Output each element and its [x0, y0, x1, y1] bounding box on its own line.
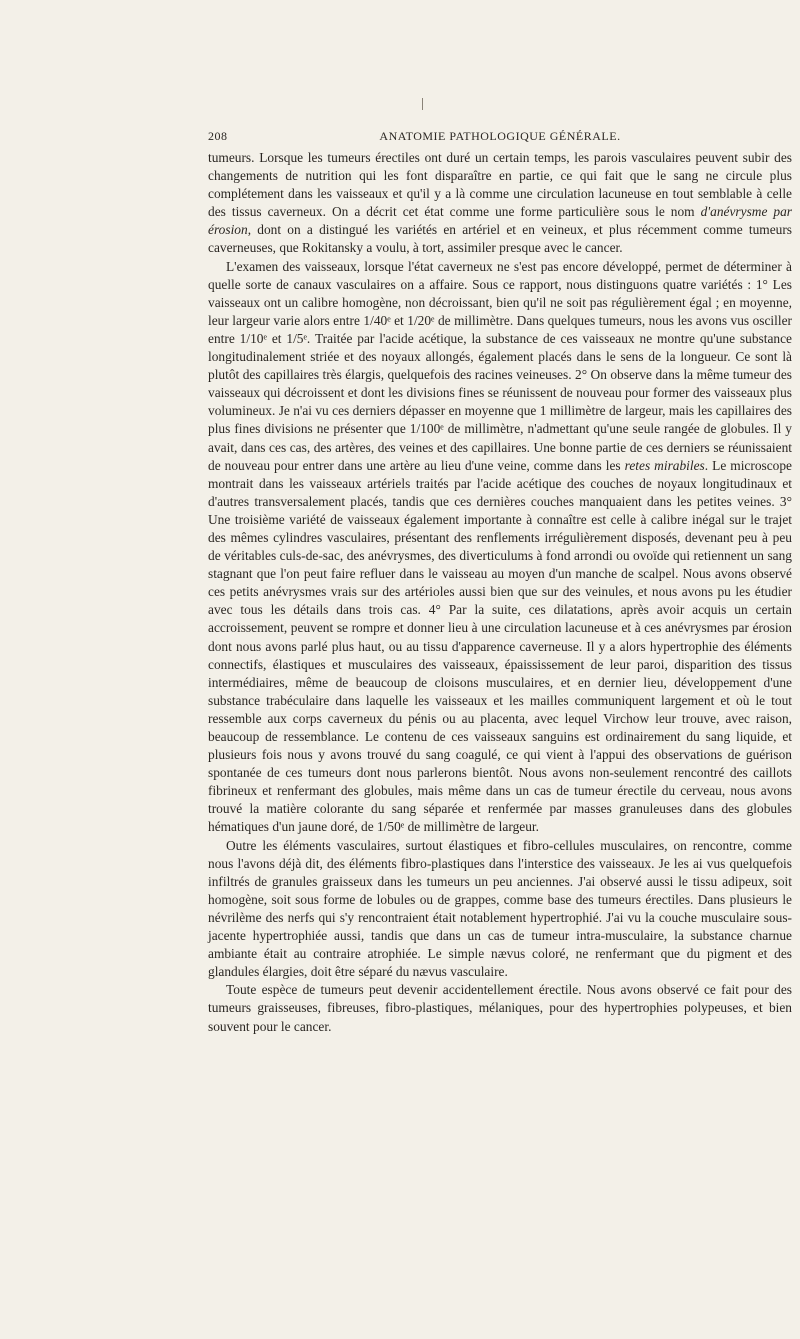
paragraph-1-italic-term: d'anévrysme par érosion	[208, 204, 793, 238]
paragraph-2-text-a: L'examen des vaisseaux, lorsque l'état caverneux ne s'est pas encore développé, permet de déterminer à quelle sorte de canaux vasculaires on a affaire. Sous ce rapport, nous distinguons quatre variétés : 1° Les vaisseaux ont un calibre homogène, non décroissant, bien qu'il ne soit pas régulièrement égal ; en moyenne, leur largeur varie alors entre 1/40ᵉ et 1/20ᵉ de millimètre. Dans quelques tumeurs, nous les avons vus osciller entre 1/10ᵉ et 1/5ᵉ. Traitée par l'acide acétique, la substance de ces vaisseaux ne montre qu'une substance longitudinalement striée et des noyaux allongés, également placés dans le sens de la longueur. Ce sont là plutôt des capillaires très élargis, quelquefois des racines veineuses. 2° On observe dans la même tumeur des vaisseaux qui décroissent et dont les divisions fines se réunissent de nouveau pour former des vaisseaux plus volumineux. Je n'ai vu ces derniers dépasser en moyenne que 1 millimètre de largeur, mais les capillaires des plus fines divisions ne présenter que 1/100ᵉ de millimètre, n'admettant qu'une seule rangée de globules. Il y avait, dans ces cas, des artères, des veines et des capillaires. Une bonne partie de ces derniers se réunissaient de nouveau pour entrer dans une artère au lieu d'une veine, comme dans les	[208, 258, 792, 473]
paragraph-1-text-b: , dont on a distingué les variétés en artériel et en veineux, et plus récemment comme tumeurs caverneuses, que Rokitansky a voulu, à tort, assimiler presque avec le cancer.	[208, 222, 792, 256]
paragraph-3	[208, 837, 792, 982]
paragraph-2	[208, 258, 792, 837]
paragraph-3-text: Outre les éléments vasculaires, surtout élastiques et fibro-cellules musculaires, on rencontre, comme nous l'avons déjà dit, des éléments fibro-plastiques dans l'interstice des vaisseaux. Je les ai vus quelquefois infiltrés de granules graisseux dans les tumeurs un peu anciennes. J'ai observé aussi le tissu adipeux, soit homogène, soit sous forme de lobules ou de grappes, comme base des tumeurs érectiles. Dans plusieurs le névrilème des nerfs qui s'y rencontraient était notablement hypertrophié. J'ai vu la couche musculaire sous-jacente hypertrophiée aussi, tandis que dans un cas de tumeur intra-musculaire, la substance charnue ambiante était au contraire atrophiée. Le simple nævus coloré, ne renfermant que du pigment et des glandules élargies, doit être séparé du nævus vasculaire.	[208, 837, 792, 980]
running-title: ANATOMIE PATHOLOGIQUE GÉNÉRALE.	[379, 129, 621, 143]
page-number: 208	[208, 129, 228, 143]
paragraph-1-text-a: tumeurs. Lorsque les tumeurs érectiles ont duré un certain temps, les parois vasculaires peuvent subir des changements de nutrition qui les font disparaître en partie, ce qui fait que le sang ne circule plus complétement dans les vaisseaux et qu'il y a là comme une circulation lacuneuse en tout semblable à celle des tissus caverneux. On a décrit cet état comme une forme particulière sous le nom	[208, 150, 792, 220]
paragraph-4-text: Toute espèce de tumeurs peut devenir accidentellement érectile. Nous avons observé ce fait pour des tumeurs graisseuses, fibreuses, fibro-plastiques, mélaniques, pour des hypertrophies polypeuses, et bien souvent pour le cancer.	[208, 982, 792, 1034]
paragraph-2-text-b: . Le microscope montrait dans les vaisseaux artériels traités par l'acide acétique des couches de noyaux longitudinaux et d'autres transversalement placés, tandis que ces dernières couches manquaient dans les petites veines. 3° Une troisième variété de vaisseaux également importante à connaître est celle à calibre inégal sur le trajet des mêmes cylindres vasculaires, présentant des renflements irrégulièrement disposés, devenant peu à peu de véritables culs-de-sac, des anévrysmes, des diverticulums à fond arrondi ou ovoïde qui retiennent un sang stagnant que l'on peut faire refluer dans le vaisseau au moyen d'un manche de scalpel. Nous avons observé ces petits anévrysmes vrais sur des artérioles aussi bien que sur des veinules, et nous avons pu les étudier avec tous les détails dans trois cas. 4° Par la suite, ces dilatations, après avoir acquis un certain accroissement, peuvent se rompre et donner lieu à une circulation lacuneuse et à ces anévrysmes par érosion dont nous avons parlé plus haut, ou au tissu d'apparence caverneuse. Il y a alors hypertrophie des éléments connectifs, élastiques et musculaires des vaisseaux, épaississement de leur paroi, disparition des tissus intermédiaires, même de beaucoup de cloisons musculaires, et en dernier lieu, développement d'une substance trabéculaire dans laquelle les vaisseaux et les mailles communiquent largement et où le tout ressemble aux corps caverneux du pénis ou au placenta, avec lequel Virchow leur trouve, avec raison, beaucoup de ressemblance. Le contenu de ces vaisseaux sanguins est ordinairement du sang liquide, et plusieurs fois nous y avons trouvé du sang coagulé, ce qui vient à l'appui des observations de guérison spontanée de ces tumeurs dont nous parlerons bientôt. Nous avons non-seulement rencontré des caillots fibrineux et renfermant des globules, mais même dans un cas de tumeur érectile du cerveau, nous avons trouvé la matière colorante du sang séparée et renfermée par masses granuleuses dans des globules hématiques d'un jaune doré, de 1/50ᵉ de millimètre de largeur.	[208, 457, 793, 835]
stray-mark	[422, 98, 423, 110]
paragraph-4	[208, 981, 792, 1035]
page-header	[208, 129, 792, 147]
paragraph-1	[208, 149, 792, 258]
paragraph-2-italic-term: retes mirabiles	[624, 457, 705, 473]
body-text	[208, 149, 792, 1036]
